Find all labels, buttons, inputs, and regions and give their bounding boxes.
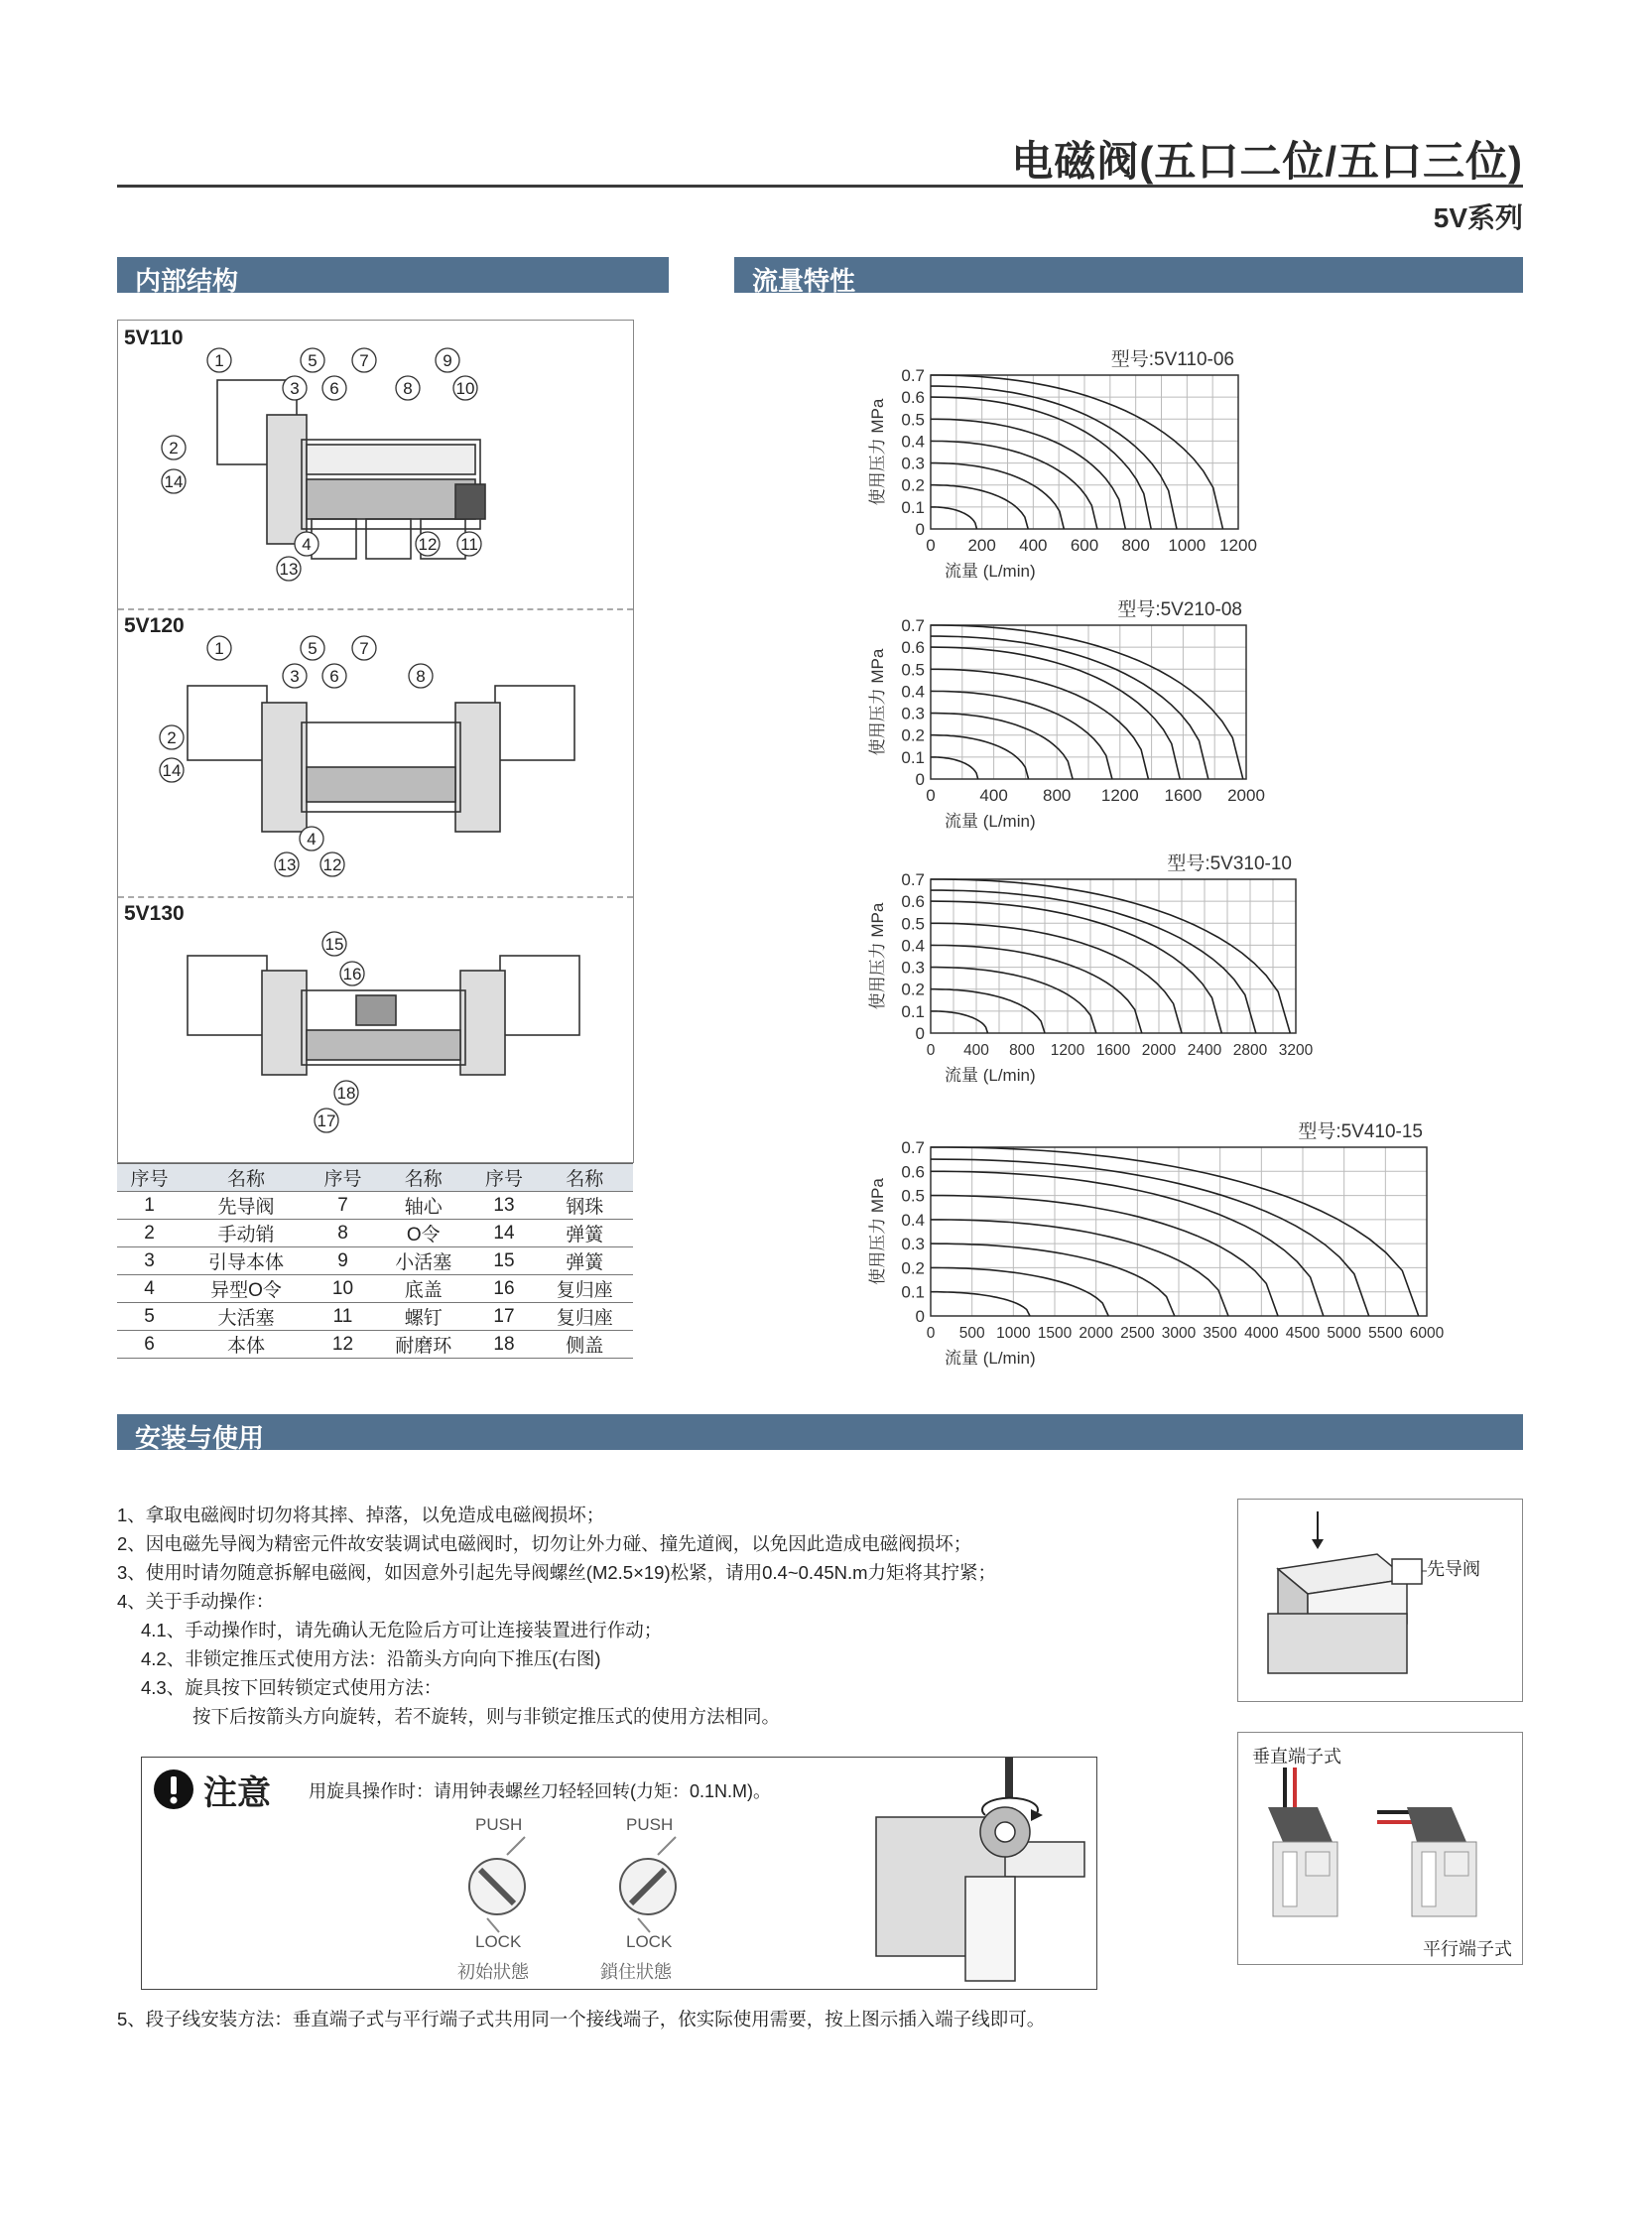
flow-chart-5v110	[853, 337, 1270, 586]
diagram-5v120	[118, 608, 632, 896]
callout-label: 6	[329, 667, 339, 686]
table-row	[117, 1220, 633, 1247]
x-tick-label: 1200	[1100, 786, 1139, 805]
table-cell: 轴心	[375, 1192, 471, 1220]
y-tick-label: 0.3	[901, 1235, 925, 1254]
table-cell: 13	[471, 1192, 536, 1220]
table-row	[117, 1192, 633, 1220]
screwdriver-operation-illustration	[856, 1758, 1094, 1988]
callout-label: 2	[167, 728, 177, 747]
callout-label: 14	[164, 472, 184, 491]
y-tick-label: 0.1	[901, 1001, 925, 1021]
instruction-item: 2、因电磁先导阀为精密元件故安装调试电磁阀时，切勿让外力碰、撞先道阀，以免因此造成电磁阀损坏；	[117, 1533, 972, 1554]
pilot-valve-label: 先导阀	[1427, 1559, 1480, 1579]
flow-chart-5v210	[853, 586, 1290, 834]
callout-label: 14	[162, 761, 182, 780]
callout-label: 9	[443, 351, 452, 370]
y-tick-label: 0.1	[901, 747, 925, 767]
table-cell: 耐磨环	[375, 1331, 471, 1359]
initial-state-dial	[447, 1835, 557, 1934]
callout-label: 11	[460, 535, 478, 554]
x-tick-label: 2400	[1187, 1042, 1222, 1059]
x-tick-label: 4000	[1244, 1325, 1279, 1342]
internal-structure-panel	[117, 320, 634, 1163]
caution-box	[141, 1757, 1097, 1990]
x-axis-label: 流量 (L/min)	[945, 812, 1036, 831]
x-axis-label: 流量 (L/min)	[945, 1349, 1036, 1368]
table-row	[117, 1303, 633, 1331]
x-tick-label: 3200	[1278, 1042, 1314, 1059]
caution-heading: 注意	[203, 1774, 271, 1812]
y-tick-label: 0.6	[901, 638, 925, 658]
callout-label: 18	[336, 1084, 356, 1103]
x-tick-label: 800	[1121, 536, 1150, 555]
terminal-connectors-illustration	[1238, 1763, 1521, 1931]
x-tick-label: 5000	[1327, 1325, 1361, 1342]
table-cell: 本体	[182, 1331, 311, 1359]
dial-push-label: PUSH	[475, 1815, 523, 1834]
x-tick-label: 2000	[1079, 1325, 1113, 1342]
y-tick-label: 0.7	[901, 1138, 925, 1157]
y-tick-label: 0.2	[901, 475, 925, 495]
caution-text: 用旋具操作时：请用钟表螺丝刀轻轻回转(力矩：0.1N.M)。	[309, 1781, 772, 1801]
table-cell: 4	[117, 1275, 182, 1303]
x-tick-label: 3000	[1161, 1325, 1197, 1342]
y-tick-label: 0	[915, 770, 925, 789]
chart-title: 型号:5V110-06	[1110, 349, 1234, 370]
table-cell: 11	[311, 1303, 375, 1331]
page-title: 电磁阀(五口二位/五口三位)	[1011, 138, 1523, 185]
callout-label: 7	[359, 351, 369, 370]
flow-curve	[931, 507, 977, 529]
chart-title: 型号:5V210-08	[1117, 599, 1242, 620]
table-cell: 弹簧	[536, 1247, 633, 1275]
vertical-terminal-label: 垂直端子式	[1252, 1747, 1341, 1767]
y-axis-label: 使用压力 MPa	[868, 902, 887, 1010]
column-header: 序号	[117, 1164, 182, 1192]
x-tick-label: 1600	[1164, 786, 1203, 805]
section-install-usage: 安装与使用	[117, 1414, 1523, 1450]
pilot-valve-illustration	[1238, 1500, 1521, 1698]
chart-title: 型号:5V410-15	[1298, 1121, 1423, 1142]
y-tick-label: 0.3	[901, 704, 925, 723]
table-cell: 手动销	[182, 1220, 311, 1247]
y-tick-label: 0	[915, 1024, 925, 1043]
flow-curve	[931, 890, 1256, 1033]
table-cell: 3	[117, 1247, 182, 1275]
x-tick-label: 2000	[1227, 786, 1265, 805]
flow-curve	[931, 757, 978, 779]
flow-curve	[931, 386, 1177, 529]
table-cell: 14	[471, 1220, 536, 1247]
x-tick-label: 400	[963, 1042, 989, 1059]
instruction-item: 4.1、手动操作时，请先确认无危险后方可让连接装置进行作动；	[141, 1620, 663, 1640]
dial-lock-label: LOCK	[475, 1932, 522, 1951]
y-tick-label: 0.1	[901, 497, 925, 517]
instruction-item: 4、关于手动操作：	[117, 1591, 275, 1612]
section-internal-structure: 内部结构	[117, 257, 669, 293]
table-row	[117, 1247, 633, 1275]
callout-label: 1	[214, 351, 224, 370]
x-tick-label: 4500	[1285, 1325, 1321, 1342]
y-axis-label: 使用压力 MPa	[868, 398, 887, 506]
x-tick-label: 800	[1009, 1042, 1035, 1059]
y-tick-label: 0.4	[901, 432, 925, 452]
y-tick-label: 0.6	[901, 388, 925, 408]
callout-label: 1	[214, 639, 224, 658]
initial-state-label: 初始狀態	[457, 1962, 529, 1982]
y-tick-label: 0.6	[901, 1162, 925, 1182]
warning-icon	[152, 1768, 195, 1811]
table-cell: 16	[471, 1275, 536, 1303]
x-tick-label: 1500	[1037, 1325, 1073, 1342]
section-flow-characteristics: 流量特性	[734, 257, 1523, 293]
table-cell: 6	[117, 1331, 182, 1359]
callout-label: 10	[455, 379, 475, 398]
diagram-model-label: 5V120	[124, 614, 185, 637]
table-cell: 17	[471, 1303, 536, 1331]
y-tick-label: 0.4	[901, 682, 925, 702]
flow-curve	[931, 375, 1223, 529]
table-cell: 小活塞	[375, 1247, 471, 1275]
table-row	[117, 1331, 633, 1359]
y-axis-label: 使用压力 MPa	[868, 1178, 887, 1285]
table-cell: 先导阀	[182, 1192, 311, 1220]
diagram-5v110	[118, 321, 632, 608]
table-cell: 螺钉	[375, 1303, 471, 1331]
x-tick-label: 1200	[1050, 1042, 1085, 1059]
column-header: 名称	[375, 1164, 471, 1192]
y-tick-label: 0.5	[901, 914, 925, 934]
y-tick-label: 0.5	[901, 410, 925, 430]
table-cell: 5	[117, 1303, 182, 1331]
x-tick-label: 2800	[1232, 1042, 1268, 1059]
x-tick-label: 1600	[1095, 1042, 1131, 1059]
instruction-item: 4.2、非锁定推压式使用方法：沿箭头方向向下推压(右图)	[141, 1648, 601, 1669]
y-tick-label: 0.7	[901, 366, 925, 385]
diagram-5v130	[118, 896, 632, 1164]
y-tick-label: 0.2	[901, 980, 925, 999]
table-cell: 钢珠	[536, 1192, 633, 1220]
table-cell: 异型O令	[182, 1275, 311, 1303]
callout-label: 3	[290, 667, 300, 686]
callout-label: 4	[307, 830, 317, 849]
callout-label: 12	[322, 855, 342, 874]
x-tick-label: 0	[926, 786, 936, 805]
x-tick-label: 5500	[1368, 1325, 1403, 1342]
x-tick-label: 6000	[1409, 1325, 1445, 1342]
instruction-item: 按下后按箭头方向旋转，若不旋转，则与非锁定推压式的使用方法相同。	[192, 1706, 781, 1727]
x-tick-label: 3500	[1203, 1325, 1237, 1342]
callout-label: 17	[317, 1112, 336, 1130]
callout-label: 7	[359, 639, 369, 658]
y-tick-label: 0.6	[901, 892, 925, 912]
table-header-row	[117, 1164, 633, 1192]
table-cell: 底盖	[375, 1275, 471, 1303]
x-tick-label: 600	[1070, 536, 1099, 555]
column-header: 名称	[182, 1164, 311, 1192]
flow-curve	[931, 1292, 1030, 1316]
pilot-valve-figure	[1237, 1499, 1523, 1702]
y-tick-label: 0.4	[901, 936, 925, 956]
y-tick-label: 0.2	[901, 725, 925, 745]
table-cell: 大活塞	[182, 1303, 311, 1331]
title-divider	[117, 185, 1523, 188]
callout-label: 2	[169, 439, 179, 458]
x-tick-label: 0	[926, 1325, 936, 1342]
instruction-list	[117, 1501, 996, 1731]
table-cell: 10	[311, 1275, 375, 1303]
y-axis-label: 使用压力 MPa	[868, 648, 887, 756]
table-cell: 18	[471, 1331, 536, 1359]
y-tick-label: 0	[915, 520, 925, 539]
x-tick-label: 200	[967, 536, 996, 555]
callout-label: 5	[308, 639, 318, 658]
table-cell: 8	[311, 1220, 375, 1247]
table-cell: 9	[311, 1247, 375, 1275]
column-header: 名称	[536, 1164, 633, 1192]
x-tick-label: 0	[926, 536, 936, 555]
instruction-item: 5、段子线安装方法：垂直端子式与平行端子式共用同一个接线端子，依实际使用需要，按上图示插入端子线即可。	[117, 2009, 1046, 2030]
table-cell: 侧盖	[536, 1331, 633, 1359]
flow-curve	[931, 1196, 1278, 1316]
flow-curve	[931, 636, 1208, 779]
callout-label: 6	[329, 379, 339, 398]
x-axis-label: 流量 (L/min)	[945, 562, 1036, 581]
table-cell: 弹簧	[536, 1220, 633, 1247]
x-tick-label: 400	[979, 786, 1008, 805]
callout-label: 4	[302, 535, 312, 554]
x-tick-label: 1000	[1168, 536, 1207, 555]
callout-label: 8	[403, 379, 413, 398]
column-header: 序号	[471, 1164, 536, 1192]
callout-label: 12	[418, 535, 438, 554]
column-header: 序号	[311, 1164, 375, 1192]
table-cell: 15	[471, 1247, 536, 1275]
table-cell: 7	[311, 1192, 375, 1220]
x-tick-label: 0	[926, 1042, 936, 1059]
x-tick-label: 1000	[996, 1325, 1031, 1342]
table-cell: 2	[117, 1220, 182, 1247]
y-tick-label: 0.7	[901, 870, 925, 889]
instruction-item: 4.3、旋具按下回转锁定式使用方法：	[141, 1677, 443, 1698]
table-cell: O令	[375, 1220, 471, 1247]
x-tick-label: 1200	[1219, 536, 1257, 555]
x-tick-label: 2500	[1120, 1325, 1155, 1342]
callout-label: 3	[290, 379, 300, 398]
callout-label: 5	[308, 351, 318, 370]
diagram-model-label: 5V130	[124, 902, 185, 925]
flow-curve	[931, 419, 1125, 529]
instruction-item: 3、使用时请勿随意拆解电磁阀，如因意外引起先导阀螺丝(M2.5×19)松紧，请用0.4~0.45N.m力矩将其拧紧；	[117, 1562, 997, 1583]
y-tick-label: 0.7	[901, 616, 925, 635]
table-cell: 12	[311, 1331, 375, 1359]
flow-curve	[931, 714, 1073, 779]
x-tick-label: 500	[958, 1325, 985, 1342]
parallel-terminal-label: 平行端子式	[1423, 1939, 1512, 1959]
chart-title: 型号:5V310-10	[1167, 853, 1292, 874]
callout-label: 8	[416, 667, 426, 686]
y-tick-label: 0	[915, 1307, 925, 1326]
table-cell: 引导本体	[182, 1247, 311, 1275]
parts-table	[117, 1163, 633, 1359]
table-cell: 复归座	[536, 1303, 633, 1331]
x-axis-label: 流量 (L/min)	[945, 1066, 1036, 1085]
table-row	[117, 1275, 633, 1303]
y-tick-label: 0.4	[901, 1210, 925, 1230]
locked-state-label: 鎖住狀態	[600, 1962, 672, 1982]
callout-label: 13	[279, 560, 299, 579]
callout-label: 15	[324, 935, 344, 954]
dial-push-label: PUSH	[626, 1815, 674, 1834]
callout-label: 13	[277, 855, 297, 874]
flow-curve	[931, 968, 1096, 1033]
y-tick-label: 0.5	[901, 1186, 925, 1206]
dial-lock-label: LOCK	[626, 1932, 673, 1951]
diagram-model-label: 5V110	[124, 327, 184, 349]
y-tick-label: 0.3	[901, 958, 925, 978]
callout-label: 16	[342, 965, 362, 983]
y-tick-label: 0.5	[901, 660, 925, 680]
table-cell: 复归座	[536, 1275, 633, 1303]
x-tick-label: 2000	[1141, 1042, 1177, 1059]
series-label: 5V系列	[1433, 202, 1523, 233]
table-cell: 1	[117, 1192, 182, 1220]
x-tick-label: 800	[1043, 786, 1072, 805]
y-tick-label: 0.3	[901, 454, 925, 473]
flow-curve	[931, 1011, 988, 1033]
locked-state-dial	[598, 1835, 707, 1934]
terminal-type-figure	[1237, 1732, 1523, 1965]
flow-chart-5v410	[853, 1104, 1459, 1372]
y-tick-label: 0.2	[901, 1258, 925, 1278]
x-tick-label: 400	[1019, 536, 1048, 555]
instruction-item: 1、拿取电磁阀时切勿将其摔、掉落，以免造成电磁阀损坏；	[117, 1505, 605, 1525]
flow-chart-5v310	[853, 842, 1330, 1090]
y-tick-label: 0.1	[901, 1282, 925, 1302]
